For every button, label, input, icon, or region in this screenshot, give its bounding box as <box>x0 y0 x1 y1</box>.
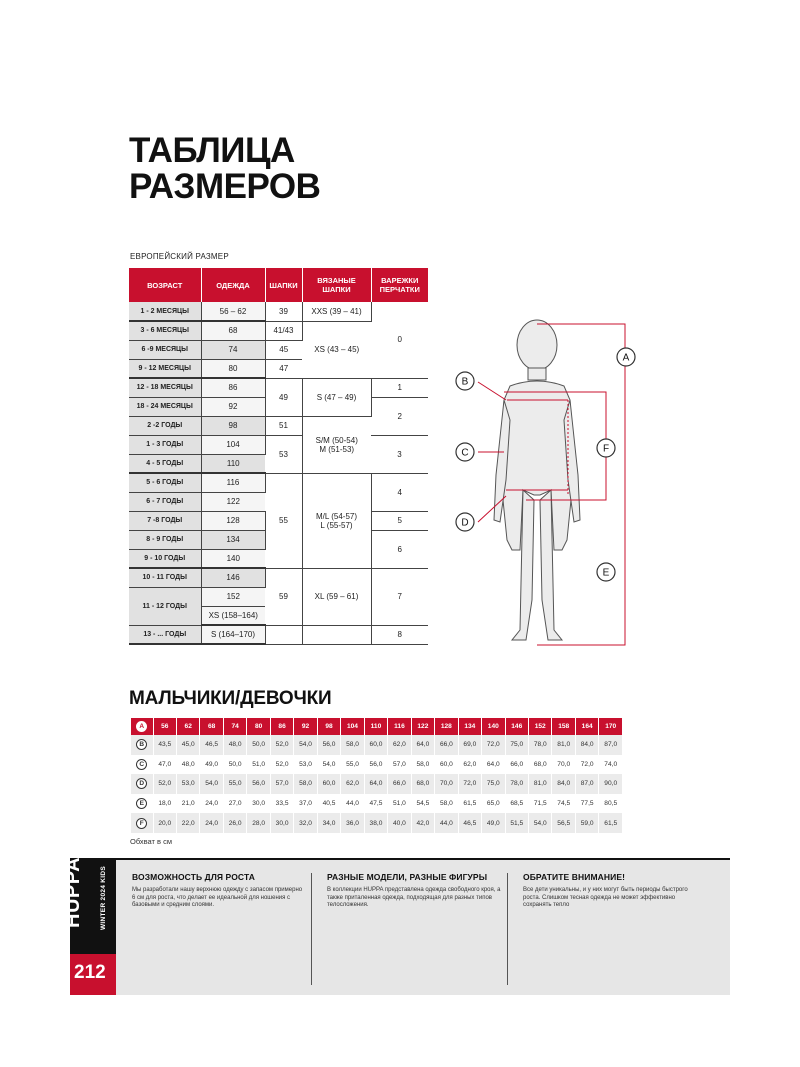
clothing-cell: 80 <box>201 359 265 378</box>
clothing-cell: 146 <box>201 568 265 587</box>
size-header-cell: 128 <box>435 718 458 735</box>
child-silhouette <box>494 320 580 640</box>
measurement-cell: 26,0 <box>223 813 246 833</box>
row-label <box>131 755 153 775</box>
panel-top-rule <box>116 858 730 860</box>
measurement-cell: 71,5 <box>529 794 552 814</box>
measurement-cell: 61,5 <box>458 794 481 814</box>
measurement-cell: 24,0 <box>200 813 223 833</box>
measurement-cell: 87,0 <box>599 735 623 755</box>
measurement-cell: 58,0 <box>435 794 458 814</box>
mitten-cell: 2 <box>371 397 428 435</box>
measurement-cell: 66,0 <box>388 774 411 794</box>
header-clothing: ОДЕЖДА <box>201 268 265 302</box>
size-header-cell: 68 <box>200 718 223 735</box>
clothing-cell: 122 <box>201 492 265 511</box>
measurement-cell: 72,0 <box>575 755 598 775</box>
measurement-cell: 49,0 <box>200 755 223 775</box>
table-row <box>129 568 428 587</box>
measurement-note: Обхват в см <box>130 837 173 846</box>
measurement-cell: 55,0 <box>223 774 246 794</box>
table-row <box>129 378 428 397</box>
measurement-cell: 56,0 <box>317 735 340 755</box>
info-column-fit <box>327 872 502 910</box>
measurements-row <box>131 813 623 833</box>
row-label-badge: F <box>136 818 147 829</box>
clothing-cell: 68 <box>201 321 265 340</box>
measurement-cell: 61,5 <box>599 813 623 833</box>
table-row <box>129 625 428 644</box>
mitten-cell: 3 <box>371 435 428 473</box>
measurement-cell: 84,0 <box>575 735 598 755</box>
knit-hat-cell <box>302 625 371 644</box>
clothing-cell: S (164–170) <box>201 625 265 644</box>
measurements-table <box>131 718 623 833</box>
table-row <box>129 302 428 321</box>
measurement-cell: 68,0 <box>411 774 434 794</box>
measurement-cell: 62,0 <box>341 774 364 794</box>
head-shape <box>517 320 557 370</box>
size-header-cell: 170 <box>599 718 623 735</box>
knit-hat-l: L (55-57) <box>320 520 353 530</box>
info-column-text: В коллекции HUPPA представлена одежда свободного кроя, а также приталенная одежда, подходящая для разных типов телосложения. <box>327 887 501 909</box>
mitten-cell: 0 <box>371 302 428 378</box>
measurement-cell: 75,0 <box>505 735 528 755</box>
knit-hat-cell: XS (43 – 45) <box>302 321 371 378</box>
marker-c <box>456 443 474 461</box>
measurement-cell: 50,0 <box>247 735 270 755</box>
mitten-cell: 8 <box>371 625 428 644</box>
measurements-row <box>131 774 623 794</box>
measurement-cell: 27,0 <box>223 794 246 814</box>
measurement-cell: 51,0 <box>388 794 411 814</box>
clothing-cell: 152 <box>201 587 265 606</box>
size-header-cell: 92 <box>294 718 317 735</box>
size-table-header <box>129 268 428 302</box>
measurement-cell: 46,5 <box>200 735 223 755</box>
age-cell: 1 - 3 ГОДЫ <box>129 435 201 454</box>
marker-f <box>597 439 615 457</box>
marker-a-label: A <box>622 352 630 364</box>
clothing-cell: 74 <box>201 340 265 359</box>
mitten-cell: 6 <box>371 530 428 568</box>
page-title-line-1: ТАБЛИЦА <box>129 131 295 170</box>
measurement-cell: 33,5 <box>270 794 293 814</box>
info-column-attention <box>523 872 698 910</box>
measurements-row <box>131 794 623 814</box>
age-cell: 18 - 24 МЕСЯЦЫ <box>129 397 201 416</box>
size-header-cell: 134 <box>458 718 481 735</box>
marker-a <box>617 348 635 366</box>
measurement-cell: 21,0 <box>176 794 199 814</box>
size-header-cell: 98 <box>317 718 340 735</box>
marker-b-label: B <box>461 376 469 388</box>
marker-e <box>597 563 615 581</box>
age-cell: 9 - 12 МЕСЯЦЫ <box>129 359 201 378</box>
mitten-cell: 5 <box>371 511 428 530</box>
size-header-cell: 86 <box>270 718 293 735</box>
measurement-cell: 40,5 <box>317 794 340 814</box>
measurement-cell: 84,0 <box>552 774 575 794</box>
knit-hat-m: M (51-53) <box>319 444 355 454</box>
measurement-cell: 24,0 <box>200 794 223 814</box>
measurement-cell: 56,0 <box>247 774 270 794</box>
measurement-cell: 54,0 <box>529 813 552 833</box>
measurement-cell: 48,0 <box>176 755 199 775</box>
age-cell: 7 -8 ГОДЫ <box>129 511 201 530</box>
measurement-cell: 68,0 <box>529 755 552 775</box>
measurements-row <box>131 735 623 755</box>
measurement-cell: 72,0 <box>458 774 481 794</box>
measurement-cell: 58,0 <box>294 774 317 794</box>
measurement-cell: 56,0 <box>364 755 387 775</box>
measurement-cell: 47,0 <box>153 755 176 775</box>
clothing-cell: 140 <box>201 549 265 568</box>
measurement-cell: 54,0 <box>317 755 340 775</box>
header-mittens: ВАРЕЖКИ ПЕРЧАТКИ <box>371 268 428 302</box>
age-cell: 2 -2 ГОДЫ <box>129 416 201 435</box>
section-title-boys-girls: МАЛЬЧИКИ/ДЕВОЧКИ <box>129 688 332 709</box>
hat-cell: 51 <box>265 416 302 435</box>
age-cell: 1 - 2 МЕСЯЦЫ <box>129 302 201 321</box>
clothing-cell: XS (158–164) <box>201 606 265 625</box>
measurement-cell: 52,0 <box>270 755 293 775</box>
measurement-cell: 66,0 <box>505 755 528 775</box>
measurement-cell: 62,0 <box>388 735 411 755</box>
measurement-cell: 30,0 <box>270 813 293 833</box>
measurement-cell: 74,5 <box>552 794 575 814</box>
page-number: 212 <box>74 962 106 983</box>
hat-cell: 53 <box>265 435 302 473</box>
measurement-cell: 28,0 <box>247 813 270 833</box>
page-title <box>129 133 320 205</box>
row-label-badge: A <box>136 721 147 732</box>
measurement-cell: 70,0 <box>552 755 575 775</box>
knit-hat-ml: M/L (54-57) <box>315 511 358 521</box>
measurement-cell: 66,0 <box>435 735 458 755</box>
size-header-cell: 62 <box>176 718 199 735</box>
measurement-cell: 58,0 <box>341 735 364 755</box>
table-row <box>129 435 428 454</box>
info-column-title: ОБРАТИТЕ ВНИМАНИЕ! <box>523 872 626 882</box>
measurement-cell: 42,0 <box>411 813 434 833</box>
measurement-cell: 44,0 <box>435 813 458 833</box>
header-age: ВОЗРАСТ <box>129 268 201 302</box>
marker-d-label: D <box>461 517 469 529</box>
measurement-cell: 48,0 <box>223 735 246 755</box>
clothing-cell: 86 <box>201 378 265 397</box>
clothing-cell: 56 – 62 <box>201 302 265 321</box>
measurement-cell: 54,0 <box>294 735 317 755</box>
hat-cell: 39 <box>265 302 302 321</box>
measurement-cell: 64,0 <box>364 774 387 794</box>
age-cell: 13 - ... ГОДЫ <box>129 625 201 644</box>
measurement-cell: 58,0 <box>411 755 434 775</box>
measurement-cell: 40,0 <box>388 813 411 833</box>
row-label-badge: C <box>136 759 147 770</box>
measurement-cell: 60,0 <box>435 755 458 775</box>
size-header-cell: 110 <box>364 718 387 735</box>
size-header-cell: 164 <box>575 718 598 735</box>
age-cell: 5 - 6 ГОДЫ <box>129 473 201 492</box>
age-cell: 6 - 7 ГОДЫ <box>129 492 201 511</box>
age-cell: 11 - 12 ГОДЫ <box>129 587 201 625</box>
size-header-cell: 56 <box>153 718 176 735</box>
measurement-cell: 50,0 <box>223 755 246 775</box>
body-measurement-figure <box>440 300 670 660</box>
measurement-cell: 37,0 <box>294 794 317 814</box>
size-header-cell: 116 <box>388 718 411 735</box>
measurement-cell: 81,0 <box>529 774 552 794</box>
hat-cell: 41/43 <box>265 321 302 340</box>
row-label-badge: E <box>136 798 147 809</box>
hat-cell: 55 <box>265 473 302 568</box>
measurement-cell: 78,0 <box>505 774 528 794</box>
measurement-cell: 69,0 <box>458 735 481 755</box>
measurement-cell: 59,0 <box>575 813 598 833</box>
size-header-cell: 152 <box>529 718 552 735</box>
hat-cell: 45 <box>265 340 302 359</box>
measurement-cell: 74,0 <box>599 755 623 775</box>
measurement-cell: 78,0 <box>529 735 552 755</box>
header-knit-hats: ВЯЗАНЫЕ ШАПКИ <box>302 268 371 302</box>
measurement-cell: 55,0 <box>341 755 364 775</box>
knit-hat-cell: S (47 – 49) <box>302 378 371 416</box>
mitten-cell: 7 <box>371 568 428 625</box>
measurements-row <box>131 755 623 775</box>
measurement-cell: 30,0 <box>247 794 270 814</box>
measurement-cell: 57,0 <box>270 774 293 794</box>
row-label <box>131 813 153 833</box>
clothing-cell: 98 <box>201 416 265 435</box>
measurement-cell: 64,0 <box>411 735 434 755</box>
size-header-cell: 74 <box>223 718 246 735</box>
measurement-cell: 18,0 <box>153 794 176 814</box>
row-label <box>131 735 153 755</box>
measurement-cell: 52,0 <box>153 774 176 794</box>
size-header-cell: 140 <box>482 718 505 735</box>
page-title-line-2: РАЗМЕРОВ <box>129 167 321 206</box>
measurement-cell: 87,0 <box>575 774 598 794</box>
age-cell: 9 - 10 ГОДЫ <box>129 549 201 568</box>
measurement-cell: 68,5 <box>505 794 528 814</box>
measurement-cell: 90,0 <box>599 774 623 794</box>
clothing-cell: 116 <box>201 473 265 492</box>
size-system-label: ЕВРОПЕЙСКИЙ РАЗМЕР <box>130 252 229 261</box>
hat-cell: 47 <box>265 359 302 378</box>
size-header-cell: 158 <box>552 718 575 735</box>
measurement-cell: 53,0 <box>294 755 317 775</box>
marker-b <box>456 372 474 390</box>
size-header-cell: 104 <box>341 718 364 735</box>
measurements-header-row <box>131 718 623 735</box>
knit-hat-cell: XL (59 – 61) <box>302 568 371 625</box>
measurement-cell: 36,0 <box>341 813 364 833</box>
info-column-text: Мы разработали нашу верхнюю одежду с запасом примерно 6 см для роста, что делает ее идеальной для ношения с базовыми и средним слоями. <box>132 887 303 909</box>
mitten-cell: 4 <box>371 473 428 511</box>
info-column-title: ВОЗМОЖНОСТЬ ДЛЯ РОСТА <box>132 872 255 882</box>
age-cell: 8 - 9 ГОДЫ <box>129 530 201 549</box>
table-row <box>129 473 428 492</box>
measurement-cell: 60,0 <box>364 735 387 755</box>
knit-hat-cell <box>302 416 371 473</box>
measurement-cell: 65,0 <box>482 794 505 814</box>
measurement-cell: 70,0 <box>435 774 458 794</box>
measurement-cell: 20,0 <box>153 813 176 833</box>
age-cell: 3 - 6 МЕСЯЦЫ <box>129 321 201 340</box>
row-label <box>131 718 153 735</box>
clothing-cell: 134 <box>201 530 265 549</box>
marker-e-label: E <box>602 567 610 579</box>
knit-hat-cell <box>302 473 371 568</box>
measurement-cell: 51,5 <box>505 813 528 833</box>
measurement-cell: 47,5 <box>364 794 387 814</box>
size-header-cell: 146 <box>505 718 528 735</box>
measurement-cell: 44,0 <box>341 794 364 814</box>
row-label-badge: D <box>136 778 147 789</box>
measurement-cell: 72,0 <box>482 735 505 755</box>
info-column-title: РАЗНЫЕ МОДЕЛИ, РАЗНЫЕ ФИГУРЫ <box>327 872 488 882</box>
measurement-cell: 77,5 <box>575 794 598 814</box>
clothing-cell: 92 <box>201 397 265 416</box>
row-label-badge: B <box>136 739 147 750</box>
row-label <box>131 794 153 814</box>
info-column-text: Все дети уникальны, и у них могут быть периоды быстрого роста. Слишком тесная одежда не может эффективно сохранять тепло <box>523 887 688 909</box>
measurement-cell: 22,0 <box>176 813 199 833</box>
measurement-cell: 52,0 <box>270 735 293 755</box>
measurement-cell: 54,0 <box>200 774 223 794</box>
marker-c-label: C <box>461 447 469 459</box>
column-divider <box>507 873 508 985</box>
measurement-cell: 54,5 <box>411 794 434 814</box>
clothing-cell: 110 <box>201 454 265 473</box>
measurement-cell: 62,0 <box>458 755 481 775</box>
measurement-cell: 49,0 <box>482 813 505 833</box>
hat-cell: 59 <box>265 568 302 625</box>
mitten-cell: 1 <box>371 378 428 397</box>
torso-shape <box>501 381 573 550</box>
hat-cell: 49 <box>265 378 302 416</box>
measurement-cell: 64,0 <box>482 755 505 775</box>
measurement-cell: 51,0 <box>247 755 270 775</box>
measurement-cell: 57,0 <box>388 755 411 775</box>
marker-d <box>456 513 474 531</box>
age-cell: 12 - 18 МЕСЯЦЫ <box>129 378 201 397</box>
info-column-growth <box>132 872 307 910</box>
measurement-cell: 32,0 <box>294 813 317 833</box>
size-header-cell: 122 <box>411 718 434 735</box>
brand-season: WINTER 2024 KIDS <box>100 865 107 930</box>
measurement-cell: 38,0 <box>364 813 387 833</box>
neck-shape <box>528 368 546 380</box>
knit-hat-sm: S/M (50-54) <box>315 435 358 445</box>
measurement-cell: 34,0 <box>317 813 340 833</box>
age-cell: 6 -9 МЕСЯЦЫ <box>129 340 201 359</box>
clothing-cell: 128 <box>201 511 265 530</box>
measurement-cell: 80,5 <box>599 794 623 814</box>
size-table <box>129 268 428 645</box>
knit-hat-cell: XXS (39 – 41) <box>302 302 371 321</box>
measurement-cell: 46,5 <box>458 813 481 833</box>
pointer-b <box>478 382 506 400</box>
measurement-cell: 56,5 <box>552 813 575 833</box>
measurement-cell: 53,0 <box>176 774 199 794</box>
measurement-cell: 43,5 <box>153 735 176 755</box>
column-divider <box>311 873 312 985</box>
clothing-cell: 104 <box>201 435 265 454</box>
size-header-cell: 80 <box>247 718 270 735</box>
measurement-cell: 60,0 <box>317 774 340 794</box>
age-cell: 4 - 5 ГОДЫ <box>129 454 201 473</box>
measurement-cell: 45,0 <box>176 735 199 755</box>
age-cell: 10 - 11 ГОДЫ <box>129 568 201 587</box>
brand-logo: HUPPA <box>62 856 84 928</box>
marker-f-label: F <box>602 443 610 455</box>
hat-cell <box>265 625 302 644</box>
header-hats: ШАПКИ <box>265 268 302 302</box>
row-label <box>131 774 153 794</box>
measurement-cell: 75,0 <box>482 774 505 794</box>
measurement-cell: 81,0 <box>552 735 575 755</box>
